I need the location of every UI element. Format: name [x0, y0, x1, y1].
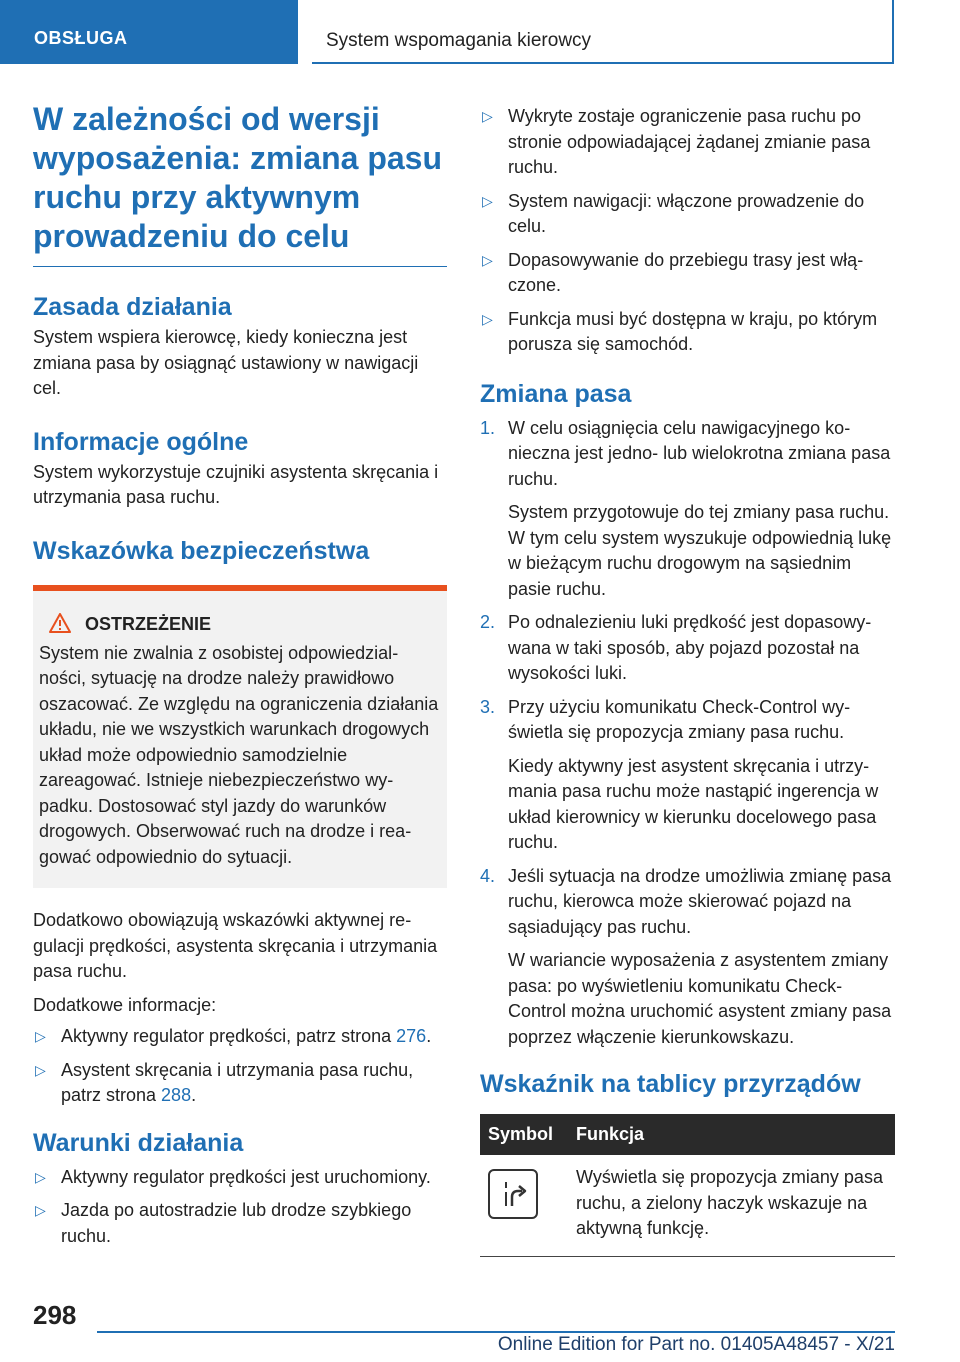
page-number: 298: [33, 1300, 77, 1330]
triangle-bullet-icon: ▷: [482, 108, 493, 124]
principle-section: [33, 291, 447, 402]
step-number: 3.: [480, 696, 496, 717]
main-title: W zależności od wersji wyposażenia: zmiana pasu ruchu przy aktywnym prowadzeniu do celu: [33, 100, 447, 267]
list-item: ▷ Wykryte zostaje ograniczenie pasa ruchu po stronie odpowiadającej żądanej zmianie pasa ruchu.: [482, 106, 871, 177]
conditions-list: [33, 1165, 447, 1250]
header-chapter-box: [312, 0, 894, 64]
list-item: 1. W celu osiągnięcia celu nawigacyjnego konieczna jest jedno- lub wielokrotna zmiana pasa ruchu. System przygotowuje do tej zmiany pasa ruchu. W tym celu system wyszukuje odpowiednią lukę w bieżącym ruchu drogowym na sąsiednim pasie ruchu.: [480, 417, 892, 599]
extra-info-list: [33, 1024, 447, 1109]
lane-change-heading: Zmiana pasa: [480, 379, 632, 408]
general-heading: Informacje ogólne: [33, 427, 249, 456]
symbol-table: [480, 1114, 895, 1257]
column-header-function: Funkcja: [568, 1114, 895, 1155]
lane-change-arrow-icon: [488, 1169, 538, 1219]
list-item: 2. Po odnalezieniu luki prędkość jest dopasowywana w taki sposób, aby pojazd pozostał na wysokości luki.: [480, 612, 872, 683]
triangle-bullet-icon: ▷: [482, 310, 493, 327]
principle-heading: Zasada działania: [33, 293, 232, 321]
triangle-bullet-icon: ▷: [482, 251, 493, 268]
list-item: ▷ Dopasowywanie do przebiegu trasy jest włączone.: [482, 249, 864, 295]
triangle-bullet-icon: ▷: [35, 1028, 46, 1044]
edition-text: Online Edition for Part no. 01405A48457 - X/21: [497, 1334, 895, 1355]
column-header-symbol: Symbol: [480, 1114, 568, 1155]
header-section-tab: [0, 0, 298, 64]
warning-header: [49, 613, 439, 637]
footer-divider: [97, 1331, 895, 1333]
list-item: ▷ Asystent skręcania i utrzymania pasa ruchu, patrz strona 288.: [35, 1059, 414, 1105]
page-link[interactable]: 276: [396, 1026, 427, 1046]
triangle-bullet-icon: ▷: [35, 1202, 46, 1218]
list-item: 4. Jeśli sytuacja na drodze umożliwia zmianę pasa ruchu, kierowca może skierować pojazd na sąsiadujący pas ruchu. W wariancie wyposażenia z asystentem zmiany pasa: po wyświetleniu komunikatu Check-Control można uruchomić asystent zmiany pasa poprzez włączenie kierunkowskazu.: [480, 865, 892, 1047]
list-item: ▷ Jazda po autostradzie lub drodze szybkiego ruchu.: [35, 1200, 412, 1246]
left-column: [33, 100, 447, 1257]
general-text: System wykorzystuje czujniki asystenta skręcania i utrzymania pasa ruchu.: [33, 461, 439, 507]
list-item: ▷ Aktywny regulator prędkości jest uruchomiony.: [33, 1165, 447, 1191]
section-label: OBSŁUGA: [34, 28, 128, 48]
indicator-section: [480, 1068, 895, 1257]
warning-title: OSTRZEŻENIE: [85, 614, 212, 634]
chapter-title: System wspomagania kierowcy: [326, 30, 592, 51]
list-item: ▷ Aktywny regulator prędkości, patrz strona 276.: [33, 1024, 447, 1050]
warning-triangle-icon: [49, 613, 71, 637]
warning-box: [33, 585, 447, 889]
indicator-heading: Wskaźnik na tablicy przyrządów: [480, 1070, 861, 1098]
triangle-bullet-icon: ▷: [35, 1061, 46, 1078]
safety-heading: Wskazówka bezpieczeństwa: [33, 536, 370, 565]
page-link[interactable]: 288: [161, 1085, 192, 1105]
lane-change-section: [480, 378, 895, 1051]
row-function-text: Wyświetla się propozycja zmiany pasa ruchu, a zielony haczyk wskazuje na aktywną funkcję.: [568, 1155, 895, 1256]
step-number: 4.: [480, 865, 496, 886]
step-number: 2.: [480, 612, 496, 632]
general-section: [33, 426, 447, 511]
list-item: ▷ Funkcja musi być dostępna w kraju, po którym porusza się samochód.: [482, 308, 878, 354]
triangle-bullet-icon: ▷: [35, 1168, 46, 1185]
list-item: ▷ System nawigacji: włączone prowadzenie do celu.: [482, 190, 865, 236]
step-number: 1.: [480, 417, 496, 438]
conditions-section: [33, 1127, 447, 1250]
table-row: [480, 1155, 895, 1256]
list-item: 3. Przy użyciu komunikatu Check-Control wyświetla się propozycja zmiany pasa ruchu. Kiedy aktywny jest asystent skręcania i utrzymania pasa ruchu może nastąpić ingerencja w układ kierownicy w kierunku docelowego pasa ruchu.: [480, 696, 879, 852]
warning-text: System nie zwalnia z osobistej odpowiedzialności, sytuację na drodze należy prawidłowo oszacować. Ze względu na ograniczenia działania układu, nie we wszystkich warunkach drogowych układ może odpowiednio samodzielnie zareagować. Istnieje niebezpieczeństwo wypadku. Dostosować styl jazdy do warunków drogowych. Obserwować ruch na drodze i reagować odpowiednio do sytuacji.: [39, 642, 439, 867]
conditions-list-continued: [480, 104, 895, 358]
extra-notes: Dodatkowo obowiązują wskazówki aktywnej regulacji prędkości, asystenta skręcania i utrzymania pasa ruchu.: [33, 910, 438, 981]
extra-info-label: Dodatkowe informacje:: [33, 994, 217, 1015]
right-column: [480, 104, 895, 1257]
safety-section: [33, 535, 447, 889]
triangle-bullet-icon: ▷: [482, 192, 493, 209]
conditions-heading: Warunki działania: [33, 1128, 244, 1157]
principle-text: System wspiera kierowcę, kiedy konieczna jest zmiana pasa by osiągnąć ustawiony w nawigacji cel.: [33, 327, 419, 398]
lane-change-steps: [480, 416, 895, 1051]
